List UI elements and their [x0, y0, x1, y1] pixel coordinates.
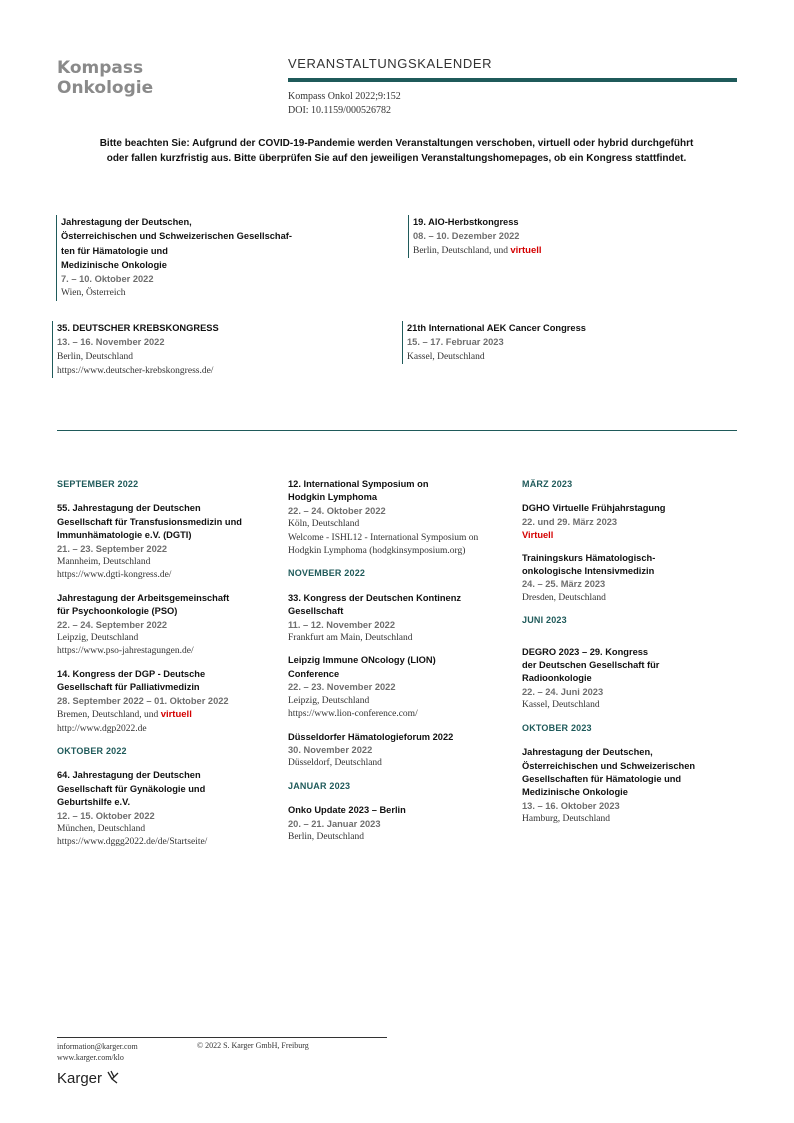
event-date: 30. November 2022	[288, 744, 373, 755]
event-date: 11. – 12. November 2022	[288, 619, 395, 630]
event-link[interactable]: Welcome - ISHL12 - International Symposium on	[288, 532, 479, 543]
event-title: Jahrestagung der Deutschen,	[61, 217, 192, 227]
event-location: Leipzig, Deutschland	[288, 695, 370, 706]
footer-rule	[57, 1037, 387, 1038]
event-date: 22. – 24. Juni 2023	[522, 686, 604, 697]
month-heading: NOVEMBER 2022	[288, 568, 366, 579]
event-date: 13. – 16. Oktober 2023	[522, 800, 620, 811]
event-date: 22. und 29. März 2023	[522, 516, 618, 527]
event-date: 13. – 16. November 2022	[57, 337, 165, 348]
event-dggg	[57, 769, 282, 849]
event-link[interactable]: https://www.pso-jahrestagungen.de/	[57, 646, 194, 657]
event-location: München, Deutschland	[57, 823, 146, 834]
event-date: 08. – 10. Dezember 2022	[413, 231, 520, 242]
karger-mark-icon	[106, 1070, 120, 1084]
event-title: ten für Hämatologie und	[61, 245, 168, 256]
event-title: Medizinische Onkologie	[61, 259, 167, 270]
event-title: DEGRO 2023 – 29. Kongress	[522, 646, 649, 657]
calendar-column-1	[57, 478, 282, 850]
event-location: Wien, Österreich	[61, 288, 126, 299]
event-link[interactable]: https://www.dggg2022.de/de/Startseite/	[57, 837, 208, 848]
event-location: Leipzig, Deutschland	[57, 633, 139, 644]
event-duesseldorf	[288, 731, 513, 771]
publisher-name: Karger	[57, 1070, 103, 1087]
event-location: Mannheim, Deutschland	[57, 557, 151, 568]
event-title: Jahrestagung der Deutschen,	[522, 747, 653, 758]
event-title: 14. Kongress der DGP - Deutsche	[57, 668, 206, 679]
event-date: 7. – 10. Oktober 2022	[61, 274, 154, 285]
event-location: Dresden, Deutschland	[522, 592, 606, 603]
event-title: Düsseldorfer Hämatologieforum 2022	[288, 731, 454, 742]
month-heading: JANUAR 2023	[288, 780, 351, 791]
event-title: DGHO Virtuelle Frühjahrstagung	[522, 503, 666, 514]
event-title: 33. Kongress der Deutschen Kontinenz	[288, 592, 462, 603]
month-heading: OKTOBER 2022	[57, 745, 127, 756]
notice-line-1: Bitte beachten Sie: Aufgrund der COVID-19-Pandemie werden Veranstaltungen verschoben, virtuell oder hybrid durchgeführt	[99, 138, 694, 149]
event-date: 22. – 23. November 2022	[288, 682, 396, 693]
event-onko-update	[288, 804, 513, 844]
event-date: 12. – 15. Oktober 2022	[57, 810, 155, 821]
event-link[interactable]: Hodgkin Lymphoma (hodgkinsymposium.org)	[288, 546, 466, 557]
event-title: für Psychoonkologie (PSO)	[57, 606, 178, 617]
month-heading: OKTOBER 2023	[522, 722, 592, 733]
event-location: Kassel, Deutschland	[522, 700, 600, 711]
virtual-badge: virtuell	[510, 244, 542, 256]
event-title: Geburtshilfe e.V.	[57, 797, 131, 808]
event-date: 15. – 17. Februar 2023	[407, 337, 504, 348]
event-location: Kassel, Deutschland	[407, 351, 485, 362]
virtual-badge: Virtuell	[522, 530, 554, 541]
event-title: Immunhämatologie e.V. (DGTI)	[57, 530, 192, 541]
footer-website[interactable]: www.karger.com/klo	[57, 1053, 124, 1062]
event-location: Frankfurt am Main, Deutschland	[288, 633, 413, 644]
event-link[interactable]: https://www.dgti-kongress.de/	[57, 570, 172, 581]
event-dgho-virtual	[522, 502, 737, 542]
event-title: 55. Jahrestagung der Deutschen	[57, 503, 201, 514]
month-heading: JUNI 2023	[522, 615, 567, 626]
event-ishl	[288, 478, 513, 558]
event-location: Berlin, Deutschland	[57, 351, 133, 362]
calendar-column-2	[288, 478, 513, 844]
event-title: Jahrestagung der Arbeitsgemeinschaft	[57, 592, 230, 603]
event-title: 64. Jahrestagung der Deutschen	[57, 770, 201, 781]
month-heading: SEPTEMBER 2022	[57, 479, 139, 489]
event-title: Radioonkologie	[522, 673, 592, 684]
event-degro	[522, 646, 737, 713]
section-divider	[57, 430, 737, 431]
covid-notice	[56, 136, 737, 166]
citation: Kompass Onkol 2022;9:152	[288, 91, 401, 102]
event-dgti	[57, 502, 282, 582]
event-title: Gesellschaft für Palliativmedizin	[57, 682, 200, 693]
calendar-column-3	[522, 478, 737, 827]
logo-line-1: Kompass	[57, 58, 144, 78]
event-link[interactable]: https://www.deutscher-krebskongress.de/	[57, 365, 214, 376]
doi: DOI: 10.1159/000526782	[288, 105, 391, 116]
event-link[interactable]: https://www.lion-conference.com/	[288, 709, 418, 720]
logo-line-2: Onkologie	[57, 78, 154, 98]
month-heading: MÄRZ 2023	[522, 479, 573, 489]
event-title: Österreichischen und Schweizerischen	[522, 760, 696, 771]
featured-event-dkk	[52, 321, 219, 378]
event-location	[413, 244, 542, 258]
event-location: Berlin, Deutschland	[288, 831, 364, 842]
event-title: Medizinische Onkologie	[522, 787, 628, 798]
event-link[interactable]: http://www.dgp2022.de	[57, 723, 147, 734]
event-title: onkologische Intensivmedizin	[522, 566, 655, 577]
event-kontinenz	[288, 592, 513, 646]
event-title: 19. AIO-Herbstkongress	[413, 217, 519, 227]
journal-logo	[57, 58, 153, 98]
event-location	[57, 708, 282, 722]
title-rule	[288, 78, 737, 82]
event-title: Gesellschaft	[288, 606, 344, 617]
event-date: 21. – 23. September 2022	[57, 543, 168, 554]
event-date: 20. – 21. Januar 2023	[288, 818, 381, 829]
event-date: 28. September 2022 – 01. Oktober 2022	[57, 695, 229, 706]
event-title: 35. DEUTSCHER KREBSKONGRESS	[57, 323, 219, 333]
event-title: 21th International AEK Cancer Congress	[407, 323, 586, 333]
page-title: VERANSTALTUNGSKALENDER	[288, 56, 493, 71]
location-text: Bremen, Deutschland, und	[57, 710, 161, 721]
virtual-badge: virtuell	[160, 709, 192, 721]
event-title: 12. International Symposium on	[288, 479, 429, 489]
featured-event-aio	[408, 215, 542, 258]
event-pso	[57, 592, 282, 659]
footer-contact	[57, 1041, 138, 1063]
event-title: der Deutschen Gesellschaft für	[522, 660, 660, 671]
event-dgp	[57, 668, 282, 736]
event-lion	[288, 654, 513, 721]
location-text: Berlin, Deutschland, und	[413, 245, 511, 256]
event-trainingskurs	[522, 552, 737, 606]
event-title: Onko Update 2023 – Berlin	[288, 805, 406, 816]
event-title: Gesellschaft für Gynäkologie und	[57, 783, 206, 794]
featured-event-aek	[402, 321, 586, 364]
event-location: Düsseldorf, Deutschland	[288, 758, 382, 769]
citation-block	[288, 90, 401, 118]
event-date: 22. – 24. September 2022	[57, 619, 168, 630]
event-title: Conference	[288, 668, 340, 679]
event-title: Leipzig Immune ONcology (LION)	[288, 655, 436, 666]
publisher-logo	[57, 1070, 120, 1087]
notice-line-2: oder fallen kurzfristig aus. Bitte überprüfen Sie auf den jeweiligen Veranstaltungshomepages, ob ein Kongress stattfindet.	[106, 153, 687, 164]
event-location: Hamburg, Deutschland	[522, 814, 610, 825]
event-title: Österreichischen und Schweizerischen Gesellschaf-	[61, 231, 292, 242]
footer-email[interactable]: information@karger.com	[57, 1042, 138, 1051]
featured-event-dgho-2022	[56, 215, 292, 301]
event-title: Gesellschaft für Transfusionsmedizin und	[57, 516, 242, 527]
event-location: Köln, Deutschland	[288, 519, 360, 530]
event-title: Hodgkin Lymphoma	[288, 492, 378, 503]
event-date: 22. – 24. Oktober 2022	[288, 505, 386, 516]
copyright: © 2022 S. Karger GmbH, Freiburg	[197, 1041, 309, 1050]
event-title: Gesellschaften für Hämatologie und	[522, 773, 682, 784]
event-title: Trainingskurs Hämatologisch-	[522, 552, 656, 563]
event-date: 24. – 25. März 2023	[522, 579, 606, 590]
event-dgho-2023	[522, 746, 737, 826]
